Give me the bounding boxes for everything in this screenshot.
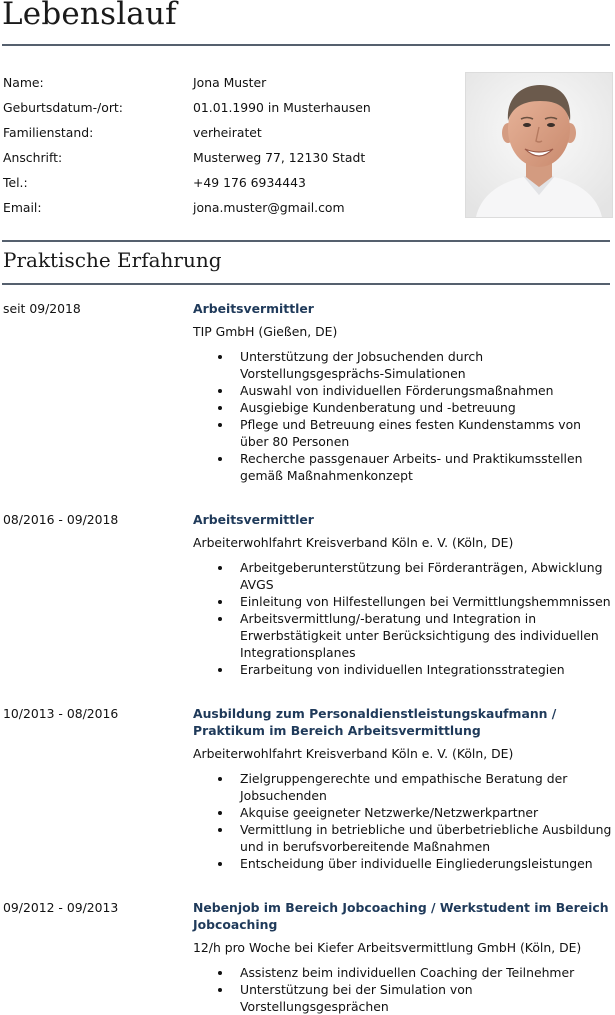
personal-label: Name:: [3, 75, 44, 90]
personal-row: [3, 199, 453, 219]
personal-row: [3, 74, 453, 94]
personal-label: Familienstand:: [3, 125, 94, 140]
section-divider: [2, 283, 610, 285]
entry-bullet: Pflege und Betreuung eines festen Kundenstamms von über 80 Personen: [193, 416, 613, 450]
entry-body: [193, 899, 613, 1015]
entry-bullet-list: [193, 348, 613, 484]
entry-bullet: Akquise geeigneter Netzwerke/Netzwerkpartner: [193, 804, 613, 821]
personal-label: Anschrift:: [3, 150, 63, 165]
personal-row: [3, 99, 453, 119]
email-link[interactable]: jona.muster@gmail.com: [193, 200, 345, 215]
personal-row: [3, 174, 453, 194]
personal-value: Musterweg 77, 12130 Stadt: [193, 150, 366, 165]
entry-bullet: Einleitung von Hilfestellungen bei Vermittlungshemmnissen: [193, 593, 613, 610]
entry-bullet-list: [193, 559, 613, 678]
entry-bullet: Arbeitgeberunterstützung bei Förderanträgen, Abwicklung AVGS: [193, 559, 613, 593]
entry-date: seit 09/2018: [3, 301, 81, 316]
personal-row: [3, 124, 453, 144]
entry-body: [193, 705, 613, 872]
entry-title: Ausbildung zum Personaldienstleistungskaufmann / Praktikum im Bereich Arbeitsvermittlung: [193, 706, 557, 738]
title-divider: [2, 44, 610, 46]
entry-title: Nebenjob im Bereich Jobcoaching / Werkstudent im Bereich Jobcoaching: [193, 900, 609, 932]
entry-bullet: Assistenz beim individuellen Coaching der Teilnehmer: [193, 964, 613, 981]
personal-row: [3, 149, 453, 169]
personal-label: Tel.:: [3, 175, 28, 190]
entry-body: [193, 511, 613, 678]
entry-date: 08/2016 - 09/2018: [3, 512, 119, 527]
personal-value: verheiratet: [193, 125, 262, 140]
entry-date: 09/2012 - 09/2013: [3, 900, 119, 915]
entry-organization: 12/h pro Woche bei Kiefer Arbeitsvermittlung GmbH (Köln, DE): [193, 940, 582, 955]
entry-bullet: Arbeitsvermittlung/-beratung und Integration in Erwerbstätigkeit unter Berücksichtigung des individuellen Integrationsplanes: [193, 610, 613, 661]
page-title: Lebenslauf: [2, 0, 177, 32]
entry-bullet-list: [193, 964, 613, 1015]
entry-bullet: Zielgruppengerechte und empathische Beratung der Jobsuchenden: [193, 770, 613, 804]
portrait-image: [466, 73, 612, 217]
entry-bullet-list: [193, 770, 613, 872]
entry-organization: TIP GmbH (Gießen, DE): [193, 324, 338, 339]
entry-bullet: Entscheidung über individuelle Eingliederungsleistungen: [193, 855, 613, 872]
entry-bullet: Ausgiebige Kundenberatung und -betreuung: [193, 399, 613, 416]
personal-label: Geburtsdatum-/ort:: [3, 100, 123, 115]
entry-date: 10/2013 - 08/2016: [3, 706, 119, 721]
personal-value: Jona Muster: [193, 75, 267, 90]
entry-bullet: Vermittlung in betriebliche und überbetriebliche Ausbildung und in berufsvorbereitende Maßnahmen: [193, 821, 613, 855]
personal-label: Email:: [3, 200, 42, 215]
personal-value: 01.01.1990 in Musterhausen: [193, 100, 371, 115]
entry-title: Arbeitsvermittler: [193, 512, 314, 527]
entry-title: Arbeitsvermittler: [193, 301, 314, 316]
entry-bullet: Recherche passgenauer Arbeits- und Praktikumsstellen gemäß Maßnahmenkonzept: [193, 450, 613, 484]
entry-body: [193, 300, 613, 484]
entry-bullet: Unterstützung der Jobsuchenden durch Vorstellungsgesprächs-Simulationen: [193, 348, 613, 382]
profile-photo: [465, 72, 613, 218]
entry-bullet: Erarbeitung von individuellen Integrationsstrategien: [193, 661, 613, 678]
personal-value: +49 176 6934443: [193, 175, 306, 190]
entry-organization: Arbeiterwohlfahrt Kreisverband Köln e. V. (Köln, DE): [193, 535, 514, 550]
entry-bullet: Auswahl von individuellen Förderungsmaßnahmen: [193, 382, 613, 399]
entry-bullet: Unterstützung bei der Simulation von Vorstellungsgesprächen: [193, 981, 613, 1015]
section-divider: [2, 240, 610, 242]
entry-organization: Arbeiterwohlfahrt Kreisverband Köln e. V. (Köln, DE): [193, 746, 514, 761]
section-title-experience: Praktische Erfahrung: [3, 248, 222, 272]
